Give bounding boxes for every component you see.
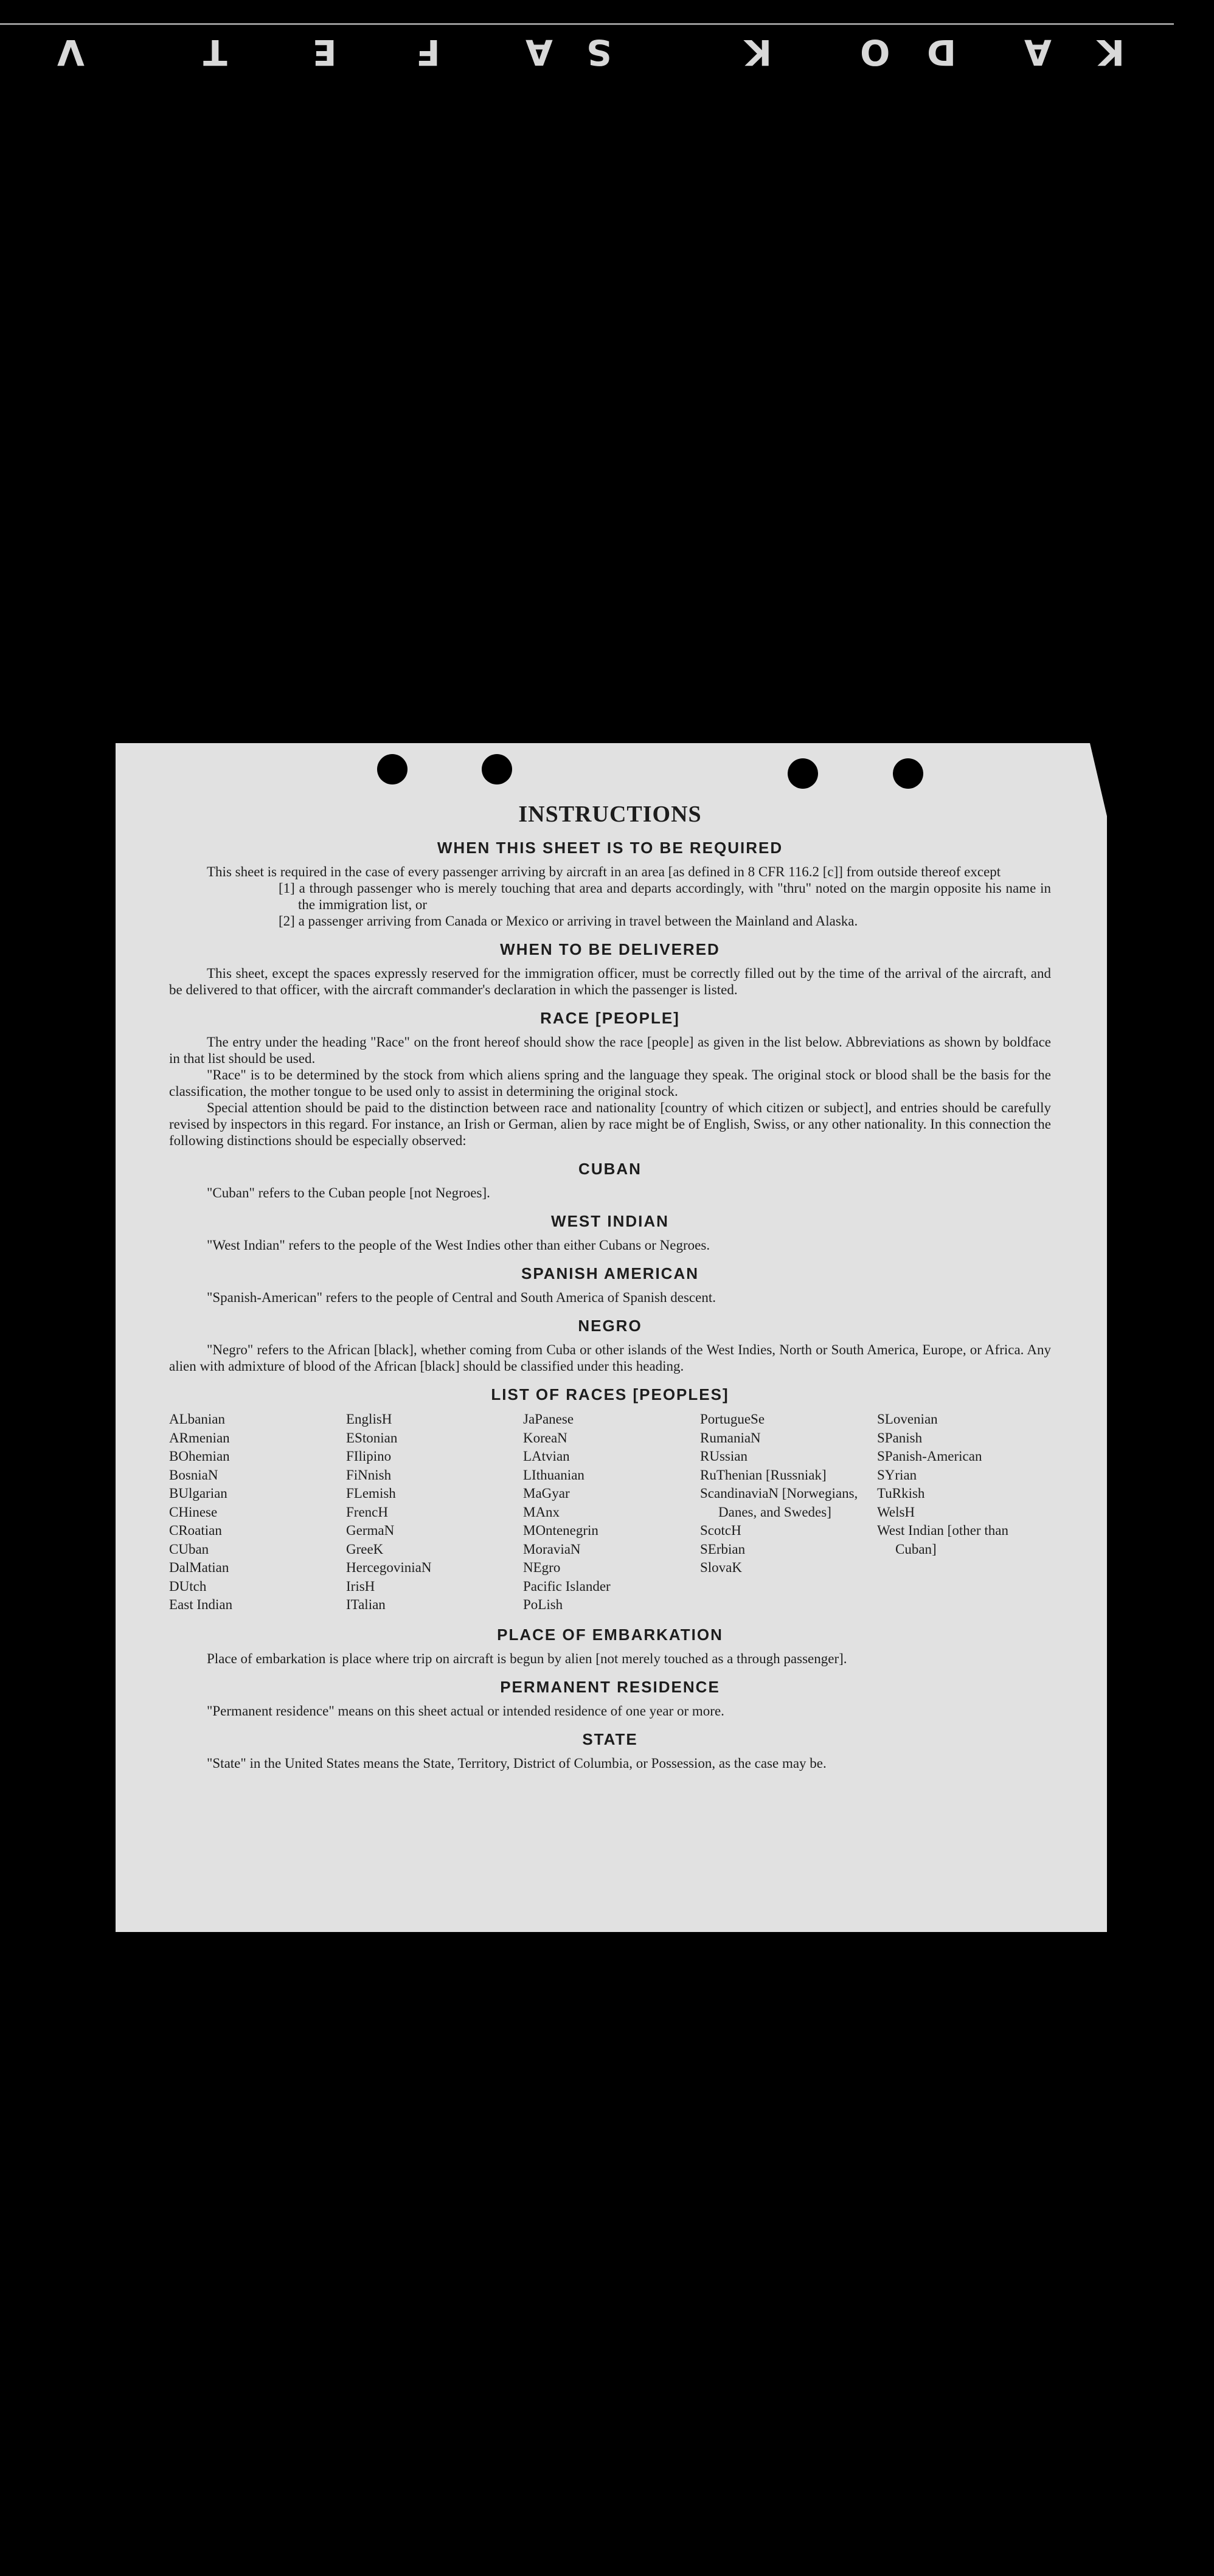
section-heading: LIST OF RACES [PEOPLES] [491, 1385, 729, 1404]
instruction-sheet [116, 743, 1107, 1932]
paragraph: The entry under the heading "Race" on the front hereof should show the race [people] as given in the list below. Abbreviations as shown by boldface in that list should be used. [169, 1034, 1051, 1066]
race-entry: BosniaN [169, 1467, 218, 1483]
section-heading: WHEN THIS SHEET IS TO BE REQUIRED [437, 839, 783, 857]
race-entry: FIlipino [346, 1449, 392, 1464]
paragraph: "Race" is to be determined by the stock from which aliens spring and the language they speak. The original stock or blood shall be the basis for the classification, the mother tongue to be used only to assist in determining the original stock. [169, 1067, 1051, 1099]
paragraph: This sheet, except the spaces expressly reserved for the immigration officer, must be correctly filled out by the time of the arrival of the aircraft, and be delivered to that officer, with the aircraft commander's declaration in which the passenger is listed. [169, 966, 1051, 997]
race-entry: MaGyar [523, 1486, 570, 1501]
race-entry: CHinese [169, 1504, 218, 1520]
race-entry: MoraviaN [523, 1541, 581, 1557]
races-table [169, 1410, 1051, 1615]
race-entry: ITalian [346, 1597, 386, 1612]
document-body [169, 801, 1051, 1771]
race-entry: DalMatian [169, 1560, 229, 1575]
film-mark: A [523, 32, 553, 73]
race-entry: ScandinaviaN [Norwegians, Danes, and Swedes] [700, 1486, 858, 1520]
film-mark: K [742, 32, 772, 73]
race-entry: KoreaN [523, 1430, 567, 1446]
race-entry: JaPanese [523, 1411, 574, 1427]
race-entry: SlovaK [700, 1560, 742, 1575]
film-edge-markings [49, 32, 1192, 74]
race-entry: LIthuanian [523, 1467, 584, 1483]
paragraph: "Cuban" refers to the Cuban people [not Negroes]. [207, 1185, 490, 1200]
race-entry: MAnx [523, 1504, 560, 1520]
race-entry: NEgro [523, 1560, 561, 1575]
paragraph: Place of embarkation is place where trip on aircraft is begun by alien [not merely touched as a through passenger]. [207, 1650, 847, 1666]
race-entry: ScotcH [700, 1523, 741, 1538]
race-entry: EStonian [346, 1430, 398, 1446]
race-entry: BOhemian [169, 1449, 230, 1464]
races-column [169, 1410, 343, 1615]
film-mark: D [924, 32, 957, 73]
race-entry: Pacific Islander [523, 1578, 611, 1594]
race-entry: IrisH [346, 1578, 375, 1594]
list-item: [2] a passenger arriving from Canada or Mexico or arriving in travel between the Mainland and Alaska. [279, 913, 858, 929]
paragraph: This sheet is required in the case of every passenger arriving by aircraft in an area [as defined in 8 CFR 116.2 [c]] from outside thereof except [207, 864, 1001, 879]
document-title: INSTRUCTIONS [518, 802, 702, 827]
race-entry: SPanish [877, 1430, 923, 1446]
race-entry: CUban [169, 1541, 209, 1557]
race-entry: West Indian [other than Cuban] [877, 1523, 1008, 1557]
race-entry: SLovenian [877, 1411, 938, 1427]
film-mark: T [201, 32, 227, 73]
race-entry: BUlgarian [169, 1486, 227, 1501]
section-heading: NEGRO [578, 1317, 642, 1335]
section-heading: STATE [582, 1729, 638, 1748]
race-entry: LAtvian [523, 1449, 570, 1464]
film-mark: A [1022, 32, 1052, 73]
film-mark: K [1095, 32, 1125, 73]
race-entry: ARmenian [169, 1430, 230, 1446]
paragraph: "West Indian" refers to the people of the West Indies other than either Cubans or Negroes. [207, 1238, 710, 1253]
section-heading: CUBAN [578, 1160, 642, 1178]
race-entry: GermaN [346, 1523, 395, 1538]
race-entry: ALbanian [169, 1411, 225, 1427]
race-entry: EnglisH [346, 1411, 392, 1427]
film-mark: F [414, 32, 440, 73]
torn-corner [1073, 743, 1107, 816]
paragraph: "Spanish-American" refers to the people of Central and South America of Spanish descent. [207, 1290, 716, 1305]
section-heading: SPANISH AMERICAN [521, 1264, 699, 1283]
race-entry: MOntenegrin [523, 1523, 598, 1538]
race-entry: SErbian [700, 1541, 746, 1557]
race-entry: PortugueSe [700, 1411, 765, 1427]
film-mark: O [858, 32, 890, 73]
film-mark: V [55, 32, 85, 73]
race-entry: East Indian [169, 1597, 233, 1612]
race-entry: HercegoviniaN [346, 1560, 432, 1575]
race-entry: DUtch [169, 1578, 207, 1594]
film-mark: E [310, 32, 337, 73]
punch-hole [482, 754, 512, 784]
section-heading: WHEN TO BE DELIVERED [500, 940, 720, 958]
punch-hole [377, 754, 408, 784]
race-entry: RumaniaN [700, 1430, 761, 1446]
race-entry: RUssian [700, 1449, 747, 1464]
race-entry: RuThenian [Russniak] [700, 1467, 827, 1483]
race-entry: FLemish [346, 1486, 396, 1501]
race-entry: WelsH [877, 1504, 915, 1520]
races-column [700, 1410, 874, 1615]
section-heading: PLACE OF EMBARKATION [497, 1625, 723, 1644]
list-item: [1] a through passenger who is merely touching that area and departs accordingly, with "thru" noted on the margin opposite his name in the immigration list, or [279, 881, 1051, 912]
section-heading: RACE [PEOPLE] [540, 1009, 680, 1027]
race-entry: GreeK [346, 1541, 384, 1557]
races-column [346, 1410, 520, 1615]
section-heading: PERMANENT RESIDENCE [500, 1677, 720, 1696]
race-entry: SPanish-American [877, 1449, 982, 1464]
paragraph: "Permanent residence" means on this sheet actual or intended residence of one year or more. [207, 1703, 724, 1719]
section-heading: WEST INDIAN [551, 1212, 669, 1230]
race-entry: SYrian [877, 1467, 917, 1483]
punch-hole [893, 758, 923, 789]
race-entry: TuRkish [877, 1486, 925, 1501]
race-entry: PoLish [523, 1597, 563, 1612]
race-entry: FiNnish [346, 1467, 392, 1483]
film-mark: S [584, 32, 612, 73]
race-entry: CRoatian [169, 1523, 222, 1538]
paragraph: "State" in the United States means the State, Territory, District of Columbia, or Possession, as the case may be. [207, 1755, 827, 1771]
paragraph: "Negro" refers to the African [black], whether coming from Cuba or other islands of the West Indies, North or South America, Europe, or Africa. Any alien with admixture of blood of the African [black] should be classified under this heading. [169, 1342, 1051, 1374]
punch-hole [788, 758, 818, 789]
races-column [523, 1410, 697, 1615]
film-edge-line [0, 23, 1174, 25]
race-entry: FrencH [346, 1504, 388, 1520]
paragraph: Special attention should be paid to the distinction between race and nationality [country of which citizen or subject], and entries should be carefully revised by inspectors in this regard. For instance, an Irish or German, alien by race might be of English, Swiss, or any other nationality. In this connection the following distinctions should be especially observed: [169, 1100, 1051, 1148]
races-column [877, 1410, 1051, 1615]
